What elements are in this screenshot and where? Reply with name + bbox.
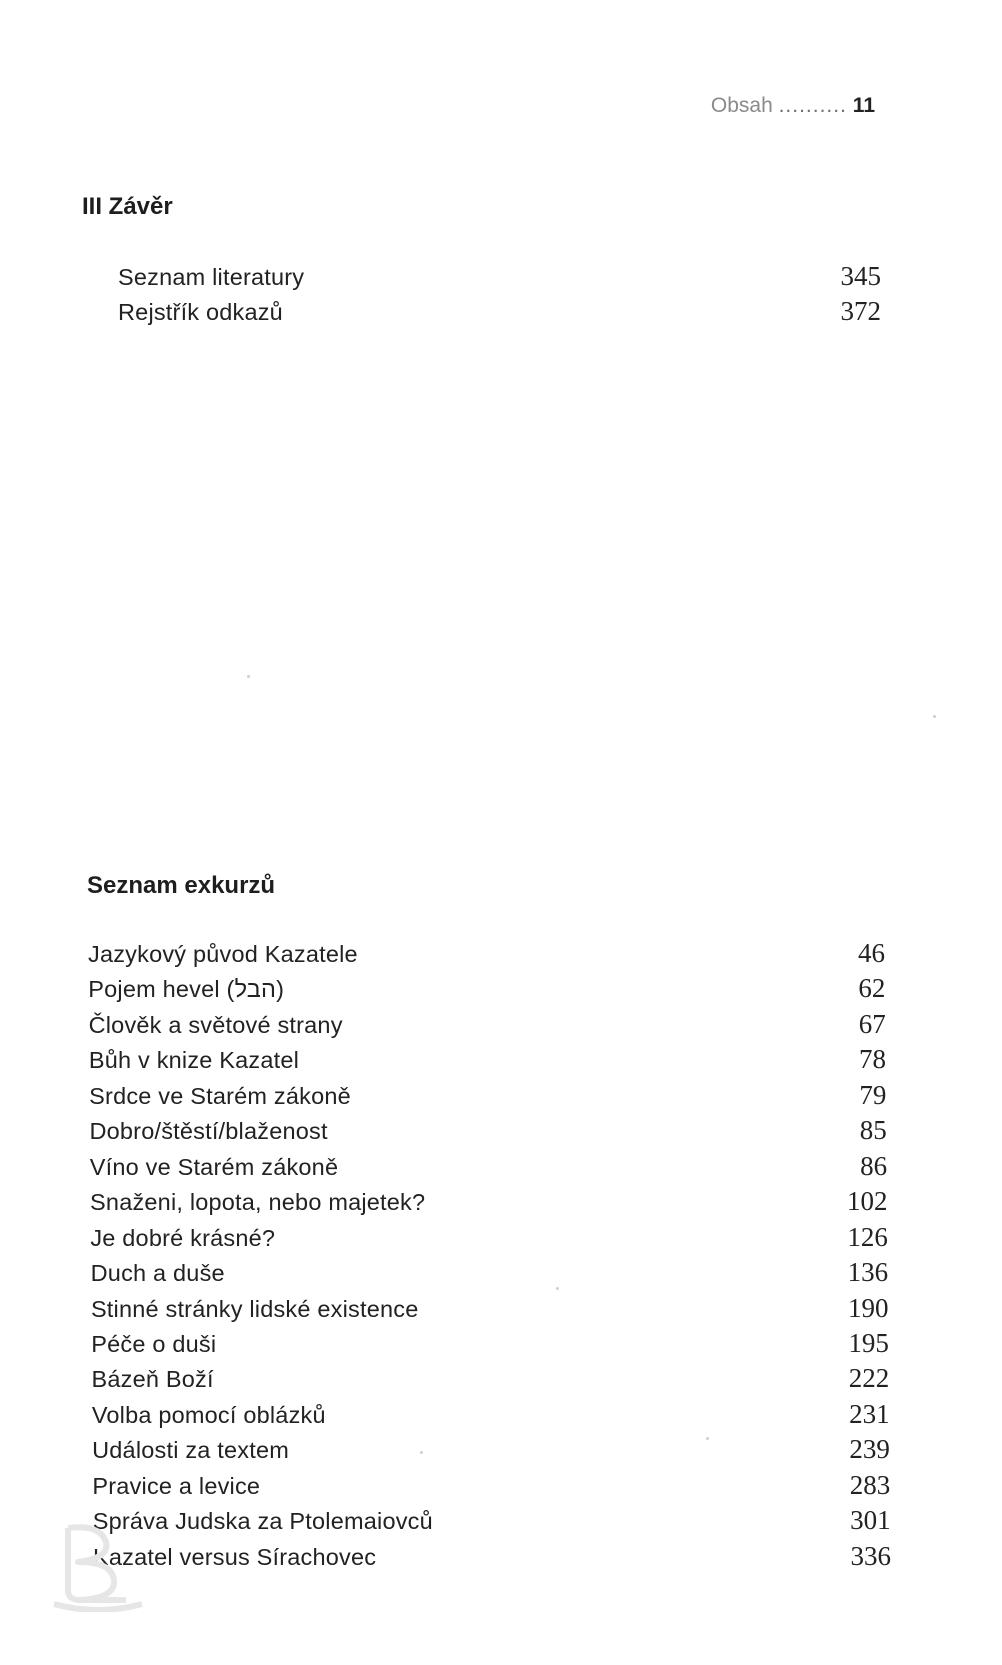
- toc-entry: [93, 1541, 891, 1578]
- toc-entry-page: 85: [859, 1115, 887, 1145]
- toc-entry-label: Pojem hevel (הבל): [88, 976, 285, 1002]
- toc-entry-page: 283: [849, 1470, 891, 1500]
- toc-entry-page: 301: [850, 1505, 891, 1535]
- toc-entry-page: 239: [849, 1434, 890, 1464]
- toc-entry: [90, 1222, 888, 1259]
- toc-entry: [118, 261, 883, 298]
- toc-entry-page: 222: [848, 1363, 890, 1393]
- toc-entry-label: Duch a duše: [90, 1260, 225, 1286]
- toc-entry-page: 372: [840, 296, 881, 326]
- toc-entry-page: 231: [849, 1399, 890, 1429]
- running-header-page-number: 11: [852, 94, 875, 117]
- toc-entry-page: 102: [846, 1186, 888, 1216]
- toc-entry-label: Jazykový původ Kazatele: [88, 941, 358, 967]
- toc-entry-label: Volba pomocí oblázků: [91, 1402, 326, 1428]
- toc-entry-label: Víno ve Starém zákoně: [89, 1154, 339, 1180]
- toc-entry-label: Dobro/štěstí/blaženost: [89, 1118, 328, 1144]
- toc-entry-label: Člověk a světové strany: [88, 1012, 343, 1038]
- toc-entry: [90, 1257, 889, 1294]
- running-header-leader: ..........: [778, 94, 847, 117]
- toc-entry-page: 336: [850, 1541, 891, 1571]
- toc-entry: [88, 1044, 887, 1081]
- toc-entry: [92, 1505, 891, 1542]
- running-header: [711, 94, 875, 118]
- toc-entry-label: Stinné stránky lidské existence: [90, 1296, 419, 1322]
- toc-entry: [89, 1115, 887, 1152]
- toc-entry: [92, 1470, 891, 1507]
- running-header-title: Obsah: [710, 94, 773, 117]
- toc-entry-page: 46: [858, 938, 885, 968]
- toc-entry-page: 126: [847, 1222, 888, 1252]
- toc-entry-label: Srdce ve Starém zákoně: [89, 1083, 351, 1109]
- toc-entry: [92, 1434, 890, 1471]
- toc-entry-page: 190: [848, 1293, 889, 1323]
- toc-entry-label: Je dobré krásné?: [90, 1225, 276, 1251]
- toc-entry: [91, 1363, 890, 1400]
- toc-entry-page: 78: [859, 1044, 887, 1074]
- toc-entry-page: 345: [840, 261, 881, 291]
- toc-entry-label: Bázeň Boží: [91, 1366, 214, 1392]
- toc-entry-page: 195: [848, 1328, 889, 1358]
- library-watermark-icon: [48, 1520, 148, 1612]
- toc-entry: [90, 1186, 888, 1223]
- toc-entry: [91, 1399, 890, 1436]
- toc-entry: [118, 296, 883, 333]
- toc-entry: [88, 938, 885, 975]
- toc-entry: [90, 1293, 889, 1330]
- toc-entry: [89, 1080, 887, 1117]
- toc-entry-label: Seznam literatury: [118, 264, 305, 290]
- toc-entry-page: 67: [858, 1009, 886, 1039]
- toc-entry-page: 86: [860, 1151, 888, 1181]
- toc-entry: [88, 1009, 886, 1046]
- toc-entry-label: Rejstřík odkazů: [118, 299, 283, 325]
- toc-entry-label: Správa Judska za Ptolemaiovců: [92, 1508, 433, 1534]
- toc-entry-page: 79: [859, 1080, 887, 1110]
- toc-entry-label: Bůh v knize Kazatel: [88, 1047, 300, 1073]
- toc-entry-page: 62: [858, 973, 886, 1003]
- section-heading-zaver: III Závěr: [82, 193, 173, 220]
- toc-entry-label: Péče o duši: [91, 1331, 217, 1357]
- toc-entry-page: 136: [847, 1257, 889, 1287]
- toc-entry-label: Pravice a levice: [92, 1473, 261, 1499]
- toc-entry-label: Události za textem: [92, 1437, 290, 1463]
- toc-entry: [89, 1151, 888, 1188]
- toc-entry: [91, 1328, 889, 1365]
- toc-entry-label: Kazatel versus Sírachovec: [93, 1544, 377, 1570]
- toc-entry-label: Snaženi, lopota, nebo majetek?: [90, 1189, 426, 1215]
- toc-entry: [88, 973, 886, 1010]
- section-heading-exkurzy: Seznam exkurzů: [87, 872, 276, 899]
